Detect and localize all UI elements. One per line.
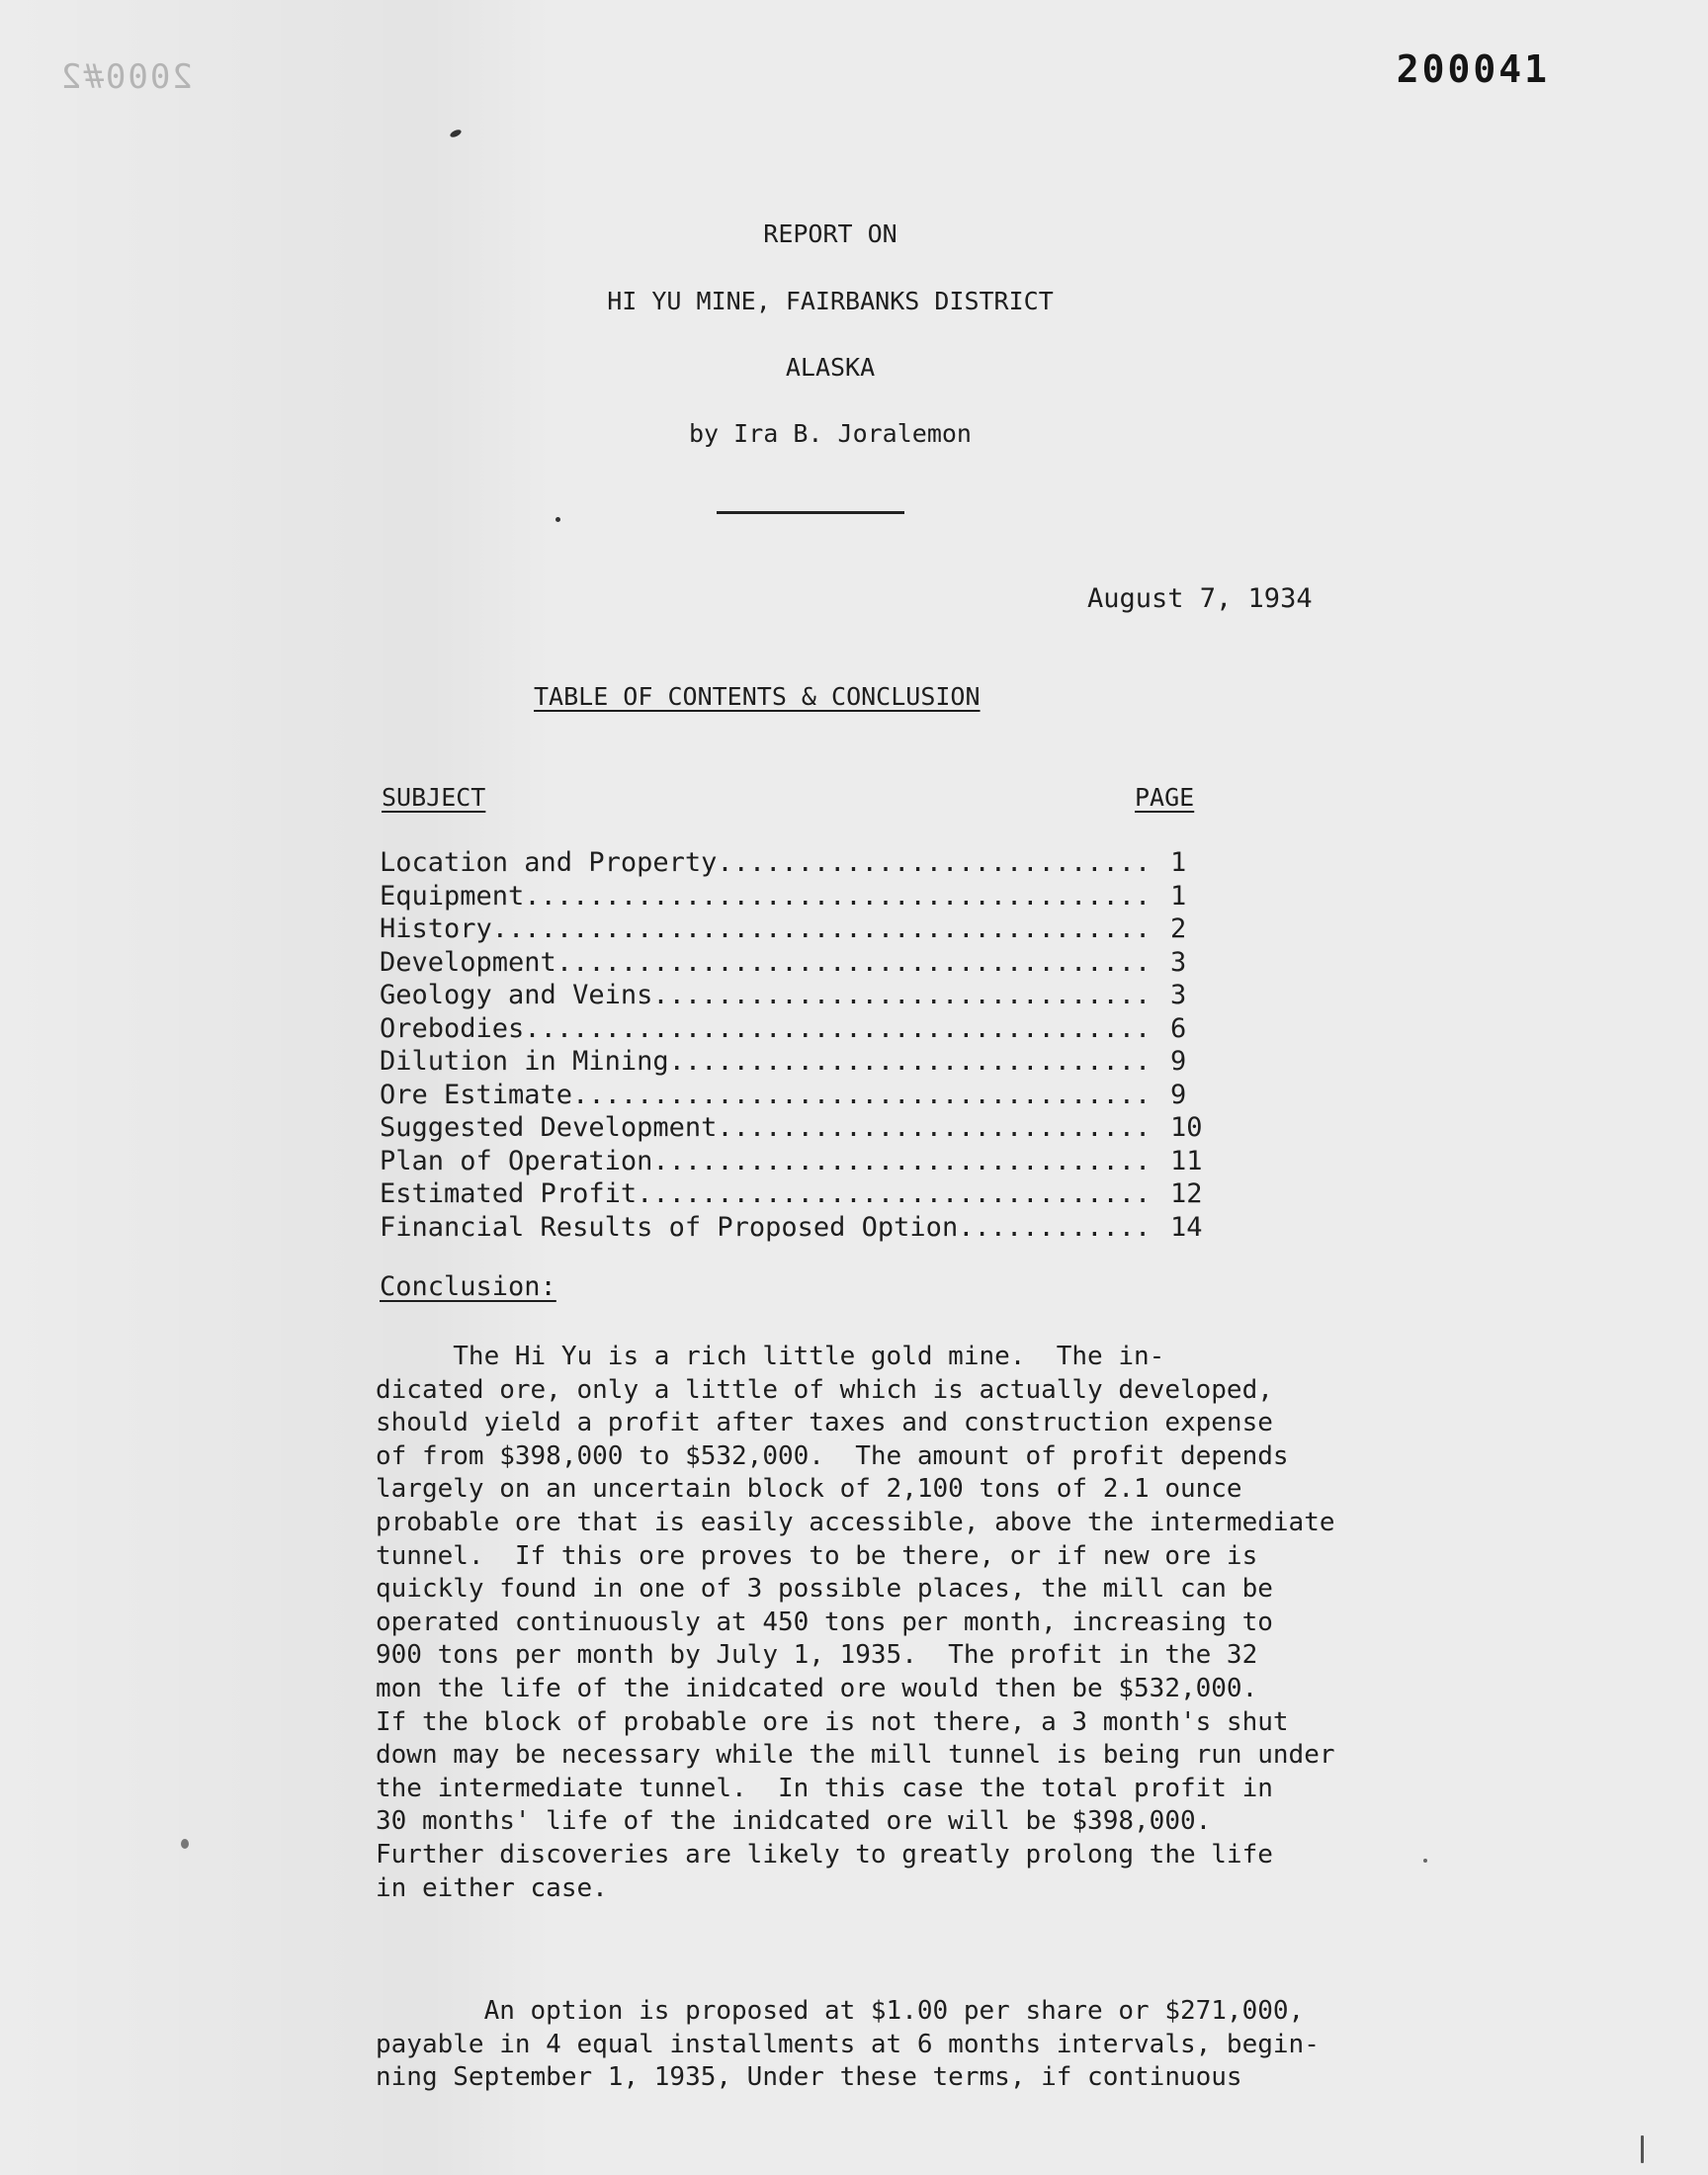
toc-entry-page: 1 bbox=[1170, 880, 1187, 912]
toc-entry bbox=[380, 1045, 1230, 1079]
report-date: August 7, 1934 bbox=[1087, 583, 1313, 614]
toc-entry bbox=[380, 880, 1230, 914]
report-heading: REPORT ON bbox=[763, 219, 897, 248]
toc-entry-page: 10 bbox=[1170, 1112, 1203, 1143]
document-number-stamp: 200041 bbox=[1396, 47, 1550, 91]
conclusion-heading: Conclusion: bbox=[380, 1271, 556, 1302]
report-author: by Ira B. Joralemon bbox=[689, 419, 972, 448]
toc-leader-dots bbox=[958, 1211, 1154, 1245]
ink-speck bbox=[449, 129, 462, 139]
toc-leader-dots bbox=[669, 1045, 1154, 1079]
ink-speck bbox=[1641, 2135, 1644, 2163]
toc-leader-dots bbox=[637, 1177, 1154, 1211]
toc-entry-page: 6 bbox=[1170, 1012, 1187, 1044]
toc-entry-page: 9 bbox=[1170, 1046, 1187, 1077]
toc-entry-page: 2 bbox=[1170, 914, 1187, 944]
toc-entry-subject: Development bbox=[380, 946, 556, 978]
toc-entry-page: 12 bbox=[1170, 1178, 1203, 1209]
toc-entry-subject: Location and Property bbox=[380, 847, 718, 878]
toc-entry bbox=[380, 946, 1230, 980]
toc-entry-subject: Estimated Profit bbox=[380, 1178, 638, 1209]
toc-entry-page: 9 bbox=[1170, 1079, 1187, 1110]
toc-entry bbox=[380, 1177, 1230, 1211]
ink-speck bbox=[1423, 1859, 1427, 1863]
ink-speck bbox=[181, 1839, 189, 1849]
toc-entry-page: 3 bbox=[1170, 980, 1187, 1010]
toc-entry-page: 11 bbox=[1170, 1145, 1203, 1176]
report-location: ALASKA bbox=[785, 353, 876, 382]
toc-entry-subject: Equipment bbox=[380, 880, 525, 912]
toc-entry-page: 1 bbox=[1170, 847, 1187, 878]
toc-entry-subject: Dilution in Mining bbox=[380, 1046, 669, 1077]
toc-subject-header: SUBJECT bbox=[382, 783, 486, 812]
toc-leader-dots bbox=[556, 946, 1154, 980]
toc-title: TABLE OF CONTENTS & CONCLUSION bbox=[534, 682, 981, 711]
conclusion-paragraph: The Hi Yu is a rich little gold mine. The in- dicated ore, only a little of which is actually developed, should yield a profit after taxes and construction expense of from $398,000 to $532,000. The amount of profit depends largely on an uncertain block of 2,100 tons of 2.1 ounce probable ore that is easily accessible, above the intermediate tunnel. If this ore proves to be there, or if new ore is quickly found in one of 3 possible places, the mill can be operated continuously at 450 tons per month, increasing to 900 tons per month by July 1, 1935. The profit in the 32 mon the life of the inidcated ore would then be $532,000. If the block of probable ore is not there, a 3 month's shut down may be necessary while the mill tunnel is being run under the intermediate tunnel. In this case the total profit in 30 months' life of the inidcated ore will be $398,000. Further discoveries are likely to greatly prolong the life in either case. bbox=[376, 1342, 1335, 1903]
toc-entry bbox=[380, 913, 1230, 946]
toc-entry-subject: Financial Results of Proposed Option bbox=[380, 1211, 959, 1243]
table-of-contents bbox=[380, 846, 1230, 1244]
toc-entry-subject: Ore Estimate bbox=[380, 1079, 573, 1110]
toc-entry-subject: History bbox=[380, 914, 492, 944]
toc-page-header: PAGE bbox=[1135, 783, 1195, 812]
toc-entry-subject: Suggested Development bbox=[380, 1112, 718, 1143]
toc-entry-subject: Geology and Veins bbox=[380, 980, 653, 1010]
toc-entry-page: 3 bbox=[1170, 946, 1187, 978]
report-mine-name: HI YU MINE, FAIRBANKS DISTRICT bbox=[607, 287, 1054, 315]
toc-entry-page: 14 bbox=[1170, 1211, 1203, 1243]
toc-leader-dots bbox=[717, 846, 1154, 880]
toc-entry bbox=[380, 846, 1230, 880]
toc-entry bbox=[380, 1211, 1230, 1245]
toc-leader-dots bbox=[572, 1079, 1154, 1112]
ink-speck bbox=[555, 517, 560, 522]
toc-leader-dots bbox=[524, 1012, 1154, 1046]
toc-entry bbox=[380, 1012, 1230, 1046]
toc-entry bbox=[380, 1145, 1230, 1178]
toc-entry bbox=[380, 1111, 1230, 1145]
title-divider bbox=[717, 511, 904, 514]
mirrored-stamp-number: 2000#2 bbox=[59, 57, 193, 97]
toc-entry-subject: Plan of Operation bbox=[380, 1145, 653, 1176]
toc-entry bbox=[380, 1079, 1230, 1112]
toc-leader-dots bbox=[492, 913, 1154, 946]
toc-leader-dots bbox=[717, 1111, 1154, 1145]
toc-entry bbox=[380, 979, 1230, 1012]
toc-leader-dots bbox=[524, 880, 1154, 914]
toc-leader-dots bbox=[652, 979, 1154, 1012]
option-paragraph: An option is proposed at $1.00 per share or $271,000, payable in 4 equal installments at 6 months intervals, begin- ning September 1, 1935, Under these terms, if continuous bbox=[376, 1996, 1320, 2093]
toc-entry-subject: Orebodies bbox=[380, 1012, 525, 1044]
toc-leader-dots bbox=[652, 1145, 1154, 1178]
